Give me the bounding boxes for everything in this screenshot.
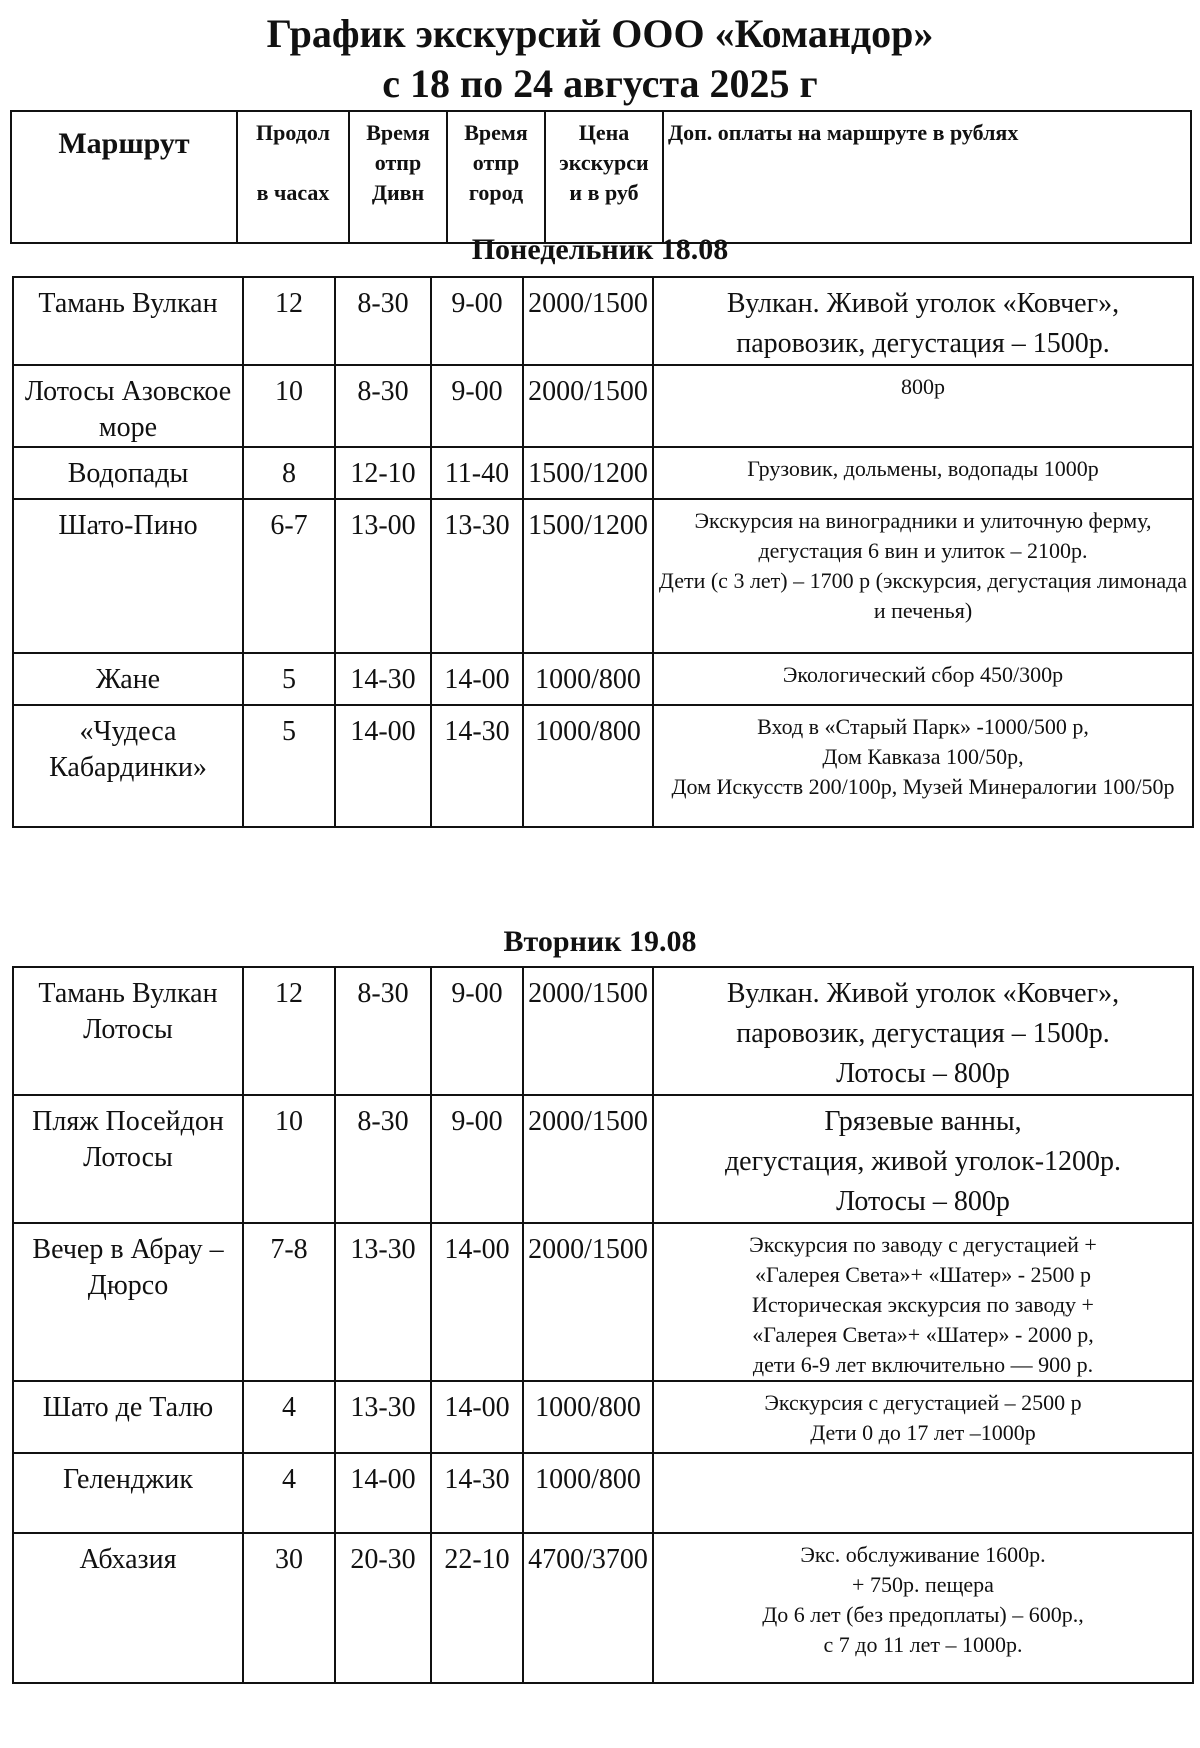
duration-cell: 7-8 [243, 1223, 335, 1381]
column-header-price: Цена экскурси и в руб [545, 111, 663, 243]
route-cell: Пляж Посейдон Лотосы [13, 1095, 243, 1223]
duration-cell: 5 [243, 653, 335, 705]
table-row [13, 1223, 1193, 1381]
price-cell: 1000/800 [523, 1453, 653, 1533]
price-cell: 4700/3700 [523, 1533, 653, 1683]
route-cell: Шато де Талю [13, 1381, 243, 1453]
duration-cell: 6-7 [243, 499, 335, 653]
route-cell: Тамань Вулкан Лотосы [13, 967, 243, 1095]
departure-divn-cell: 14-00 [335, 705, 431, 827]
departure-city-cell: 9-00 [431, 365, 523, 447]
departure-divn-cell: 8-30 [335, 1095, 431, 1223]
departure-divn-cell: 8-30 [335, 277, 431, 365]
additional-payments-cell: Вулкан. Живой уголок «Ковчег», паровозик, дегустация – 1500р. Лотосы – 800р [653, 967, 1193, 1095]
departure-city-cell: 14-00 [431, 653, 523, 705]
route-cell: Водопады [13, 447, 243, 499]
duration-cell: 5 [243, 705, 335, 827]
duration-cell: 4 [243, 1453, 335, 1533]
price-cell: 1500/1200 [523, 499, 653, 653]
price-cell: 1000/800 [523, 705, 653, 827]
departure-city-cell: 14-00 [431, 1223, 523, 1381]
departure-city-cell: 14-30 [431, 705, 523, 827]
departure-divn-cell: 13-00 [335, 499, 431, 653]
day-heading-monday: Понедельник 18.08 [471, 233, 729, 266]
duration-cell: 4 [243, 1381, 335, 1453]
route-cell: Лотосы Азовское море [13, 365, 243, 447]
table-row [13, 1095, 1193, 1223]
departure-city-cell: 14-30 [431, 1453, 523, 1533]
additional-payments-cell: Экскурсия с дегустацией – 2500 р Дети 0 до 17 лет –1000р [653, 1381, 1193, 1453]
column-header-additional: Доп. оплаты на маршруте в рублях [663, 111, 1191, 243]
table-row [13, 277, 1193, 365]
table-row [13, 653, 1193, 705]
column-header-duration: Продол в часах [237, 111, 349, 243]
additional-payments-cell: Экскурсия по заводу с дегустацией + «Галерея Света»+ «Шатер» - 2500 р Историческая экскурсия по заводу + «Галерея Света»+ «Шатер» - 2000 р, дети 6-9 лет включительно — 900 р. [653, 1223, 1193, 1381]
departure-divn-cell: 8-30 [335, 365, 431, 447]
table-row [13, 499, 1193, 653]
price-cell: 1000/800 [523, 653, 653, 705]
table-row [13, 705, 1193, 827]
departure-city-cell: 22-10 [431, 1533, 523, 1683]
duration-cell: 30 [243, 1533, 335, 1683]
route-cell: «Чудеса Кабардинки» [13, 705, 243, 827]
departure-city-cell: 13-30 [431, 499, 523, 653]
price-cell: 1500/1200 [523, 447, 653, 499]
additional-payments-cell: Вход в «Старый Парк» -1000/500 р, Дом Кавказа 100/50р, Дом Искусств 200/100р, Музей Минералогии 100/50р [653, 705, 1193, 827]
departure-divn-cell: 14-30 [335, 653, 431, 705]
table-row [13, 1533, 1193, 1683]
duration-cell: 12 [243, 967, 335, 1095]
price-cell: 2000/1500 [523, 1223, 653, 1381]
schedule-table-tuesday [12, 966, 1194, 1684]
departure-city-cell: 14-00 [431, 1381, 523, 1453]
departure-divn-cell: 13-30 [335, 1381, 431, 1453]
route-cell: Шато-Пино [13, 499, 243, 653]
schedule-table-monday [12, 276, 1194, 828]
additional-payments-cell [653, 1453, 1193, 1533]
price-cell: 1000/800 [523, 1381, 653, 1453]
departure-city-cell: 9-00 [431, 1095, 523, 1223]
route-cell: Абхазия [13, 1533, 243, 1683]
departure-divn-cell: 20-30 [335, 1533, 431, 1683]
departure-city-cell: 11-40 [431, 447, 523, 499]
departure-city-cell: 9-00 [431, 967, 523, 1095]
additional-payments-cell: Грязевые ванны, дегустация, живой уголок-1200р. Лотосы – 800р [653, 1095, 1193, 1223]
column-header-departure-city: Время отпр город [447, 111, 545, 243]
duration-cell: 12 [243, 277, 335, 365]
table-row [13, 1453, 1193, 1533]
price-cell: 2000/1500 [523, 1095, 653, 1223]
duration-cell: 10 [243, 365, 335, 447]
price-cell: 2000/1500 [523, 967, 653, 1095]
departure-divn-cell: 8-30 [335, 967, 431, 1095]
departure-city-cell: 9-00 [431, 277, 523, 365]
route-cell: Геленджик [13, 1453, 243, 1533]
departure-divn-cell: 13-30 [335, 1223, 431, 1381]
departure-divn-cell: 14-00 [335, 1453, 431, 1533]
additional-payments-cell: Вулкан. Живой уголок «Ковчег», паровозик, дегустация – 1500р. [653, 277, 1193, 365]
additional-payments-cell: Экскурсия на виноградники и улиточную ферму, дегустация 6 вин и улиток – 2100р. Дети (с 3 лет) – 1700 р (экскурсия, дегустация лимонада и печенья) [653, 499, 1193, 653]
additional-payments-cell: Экологический сбор 450/300р [653, 653, 1193, 705]
route-cell: Вечер в Абрау – Дюрсо [13, 1223, 243, 1381]
route-cell: Жане [13, 653, 243, 705]
price-cell: 2000/1500 [523, 365, 653, 447]
column-header-departure-divn: Время отпр Дивн [349, 111, 447, 243]
additional-payments-cell: Экс. обслуживание 1600р. + 750р. пещера До 6 лет (без предоплаты) – 600р., с 7 до 11 лет – 1000р. [653, 1533, 1193, 1683]
table-row [13, 1381, 1193, 1453]
column-header-route: Маршрут [11, 111, 237, 243]
price-cell: 2000/1500 [523, 277, 653, 365]
page-title: График экскурсий ООО «Командор» [266, 11, 934, 56]
additional-payments-cell: Грузовик, дольмены, водопады 1000р [653, 447, 1193, 499]
day-heading-tuesday: Вторник 19.08 [503, 925, 697, 958]
header-table [10, 110, 1192, 244]
page-subtitle: с 18 по 24 августа 2025 г [382, 61, 818, 106]
duration-cell: 8 [243, 447, 335, 499]
route-cell: Тамань Вулкан [13, 277, 243, 365]
table-row [13, 447, 1193, 499]
duration-cell: 10 [243, 1095, 335, 1223]
table-row [13, 967, 1193, 1095]
departure-divn-cell: 12-10 [335, 447, 431, 499]
table-row [13, 365, 1193, 447]
additional-payments-cell: 800р [653, 365, 1193, 447]
